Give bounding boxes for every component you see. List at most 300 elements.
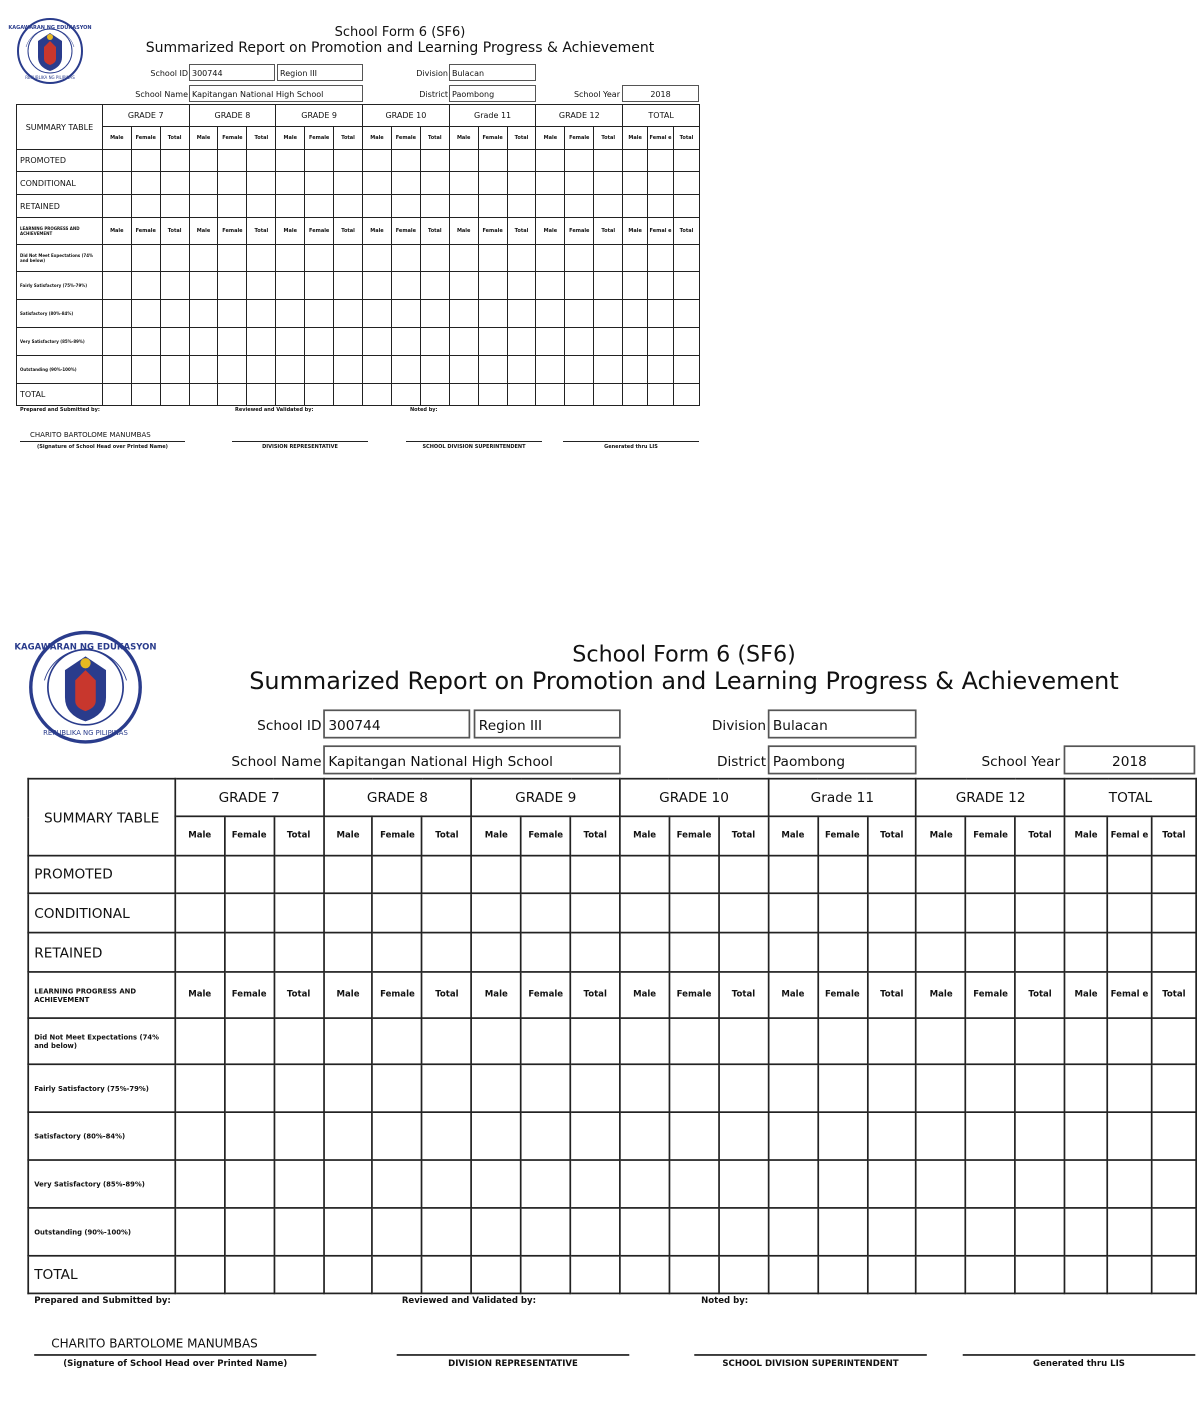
data-cell (521, 1112, 570, 1160)
data-cell (323, 856, 372, 894)
data-cell (536, 356, 565, 384)
data-cell (218, 272, 247, 300)
grade-11-header: Grade 11 (449, 105, 536, 127)
seal-text: KAGAWARAN NG EDUKASYON (14, 642, 157, 653)
data-cell (620, 933, 669, 972)
data-cell (224, 1160, 273, 1208)
data-cell (363, 245, 392, 272)
female-header: Female (565, 218, 594, 245)
data-cell (536, 195, 565, 218)
data-cell (536, 172, 565, 195)
data-cell (669, 933, 718, 972)
data-cell (669, 1064, 718, 1112)
data-cell (565, 328, 594, 356)
male-header: Male (472, 972, 521, 1018)
data-cell (768, 893, 817, 932)
data-cell (102, 172, 131, 195)
data-cell (768, 1160, 817, 1208)
data-cell (247, 272, 276, 300)
female-header: Female (818, 972, 867, 1018)
data-cell (620, 1208, 669, 1256)
row-did-not-meet: Did Not Meet Expectations (74% and below) (17, 245, 103, 272)
data-cell (507, 328, 536, 356)
data-cell (570, 1208, 619, 1256)
data-cell (536, 150, 565, 172)
data-cell (334, 195, 363, 218)
data-cell (966, 893, 1015, 932)
data-cell (1107, 893, 1151, 932)
data-cell (1152, 933, 1196, 972)
data-cell (422, 1018, 471, 1064)
data-cell (1065, 1018, 1108, 1064)
female-header: Female (521, 972, 570, 1018)
signatory-caption: (Signature of School Head over Printed Name) (37, 444, 168, 450)
data-cell (218, 150, 247, 172)
data-cell (102, 245, 131, 272)
data-cell (160, 172, 189, 195)
data-cell (102, 195, 131, 218)
data-cell (420, 384, 449, 406)
data-cell (323, 933, 372, 972)
data-cell (674, 150, 700, 172)
data-cell (1152, 856, 1196, 894)
data-cell (521, 1064, 570, 1112)
data-cell (623, 245, 648, 272)
noted-label: Noted by: (701, 1295, 749, 1307)
female-header: Female (131, 218, 160, 245)
data-cell (669, 893, 718, 932)
data-cell (189, 384, 218, 406)
data-cell (623, 300, 648, 328)
data-cell (818, 1018, 867, 1064)
data-cell (131, 272, 160, 300)
row-very-satisfactory: Very Satisfactory (85%-89%) (17, 328, 103, 356)
data-cell (247, 245, 276, 272)
data-cell (1107, 1208, 1151, 1256)
data-cell (422, 1112, 471, 1160)
total-subheader: Total (570, 816, 619, 855)
grade-9-header: GRADE 9 (276, 105, 363, 127)
data-cell (916, 933, 965, 972)
female-header: Femal e (648, 127, 674, 150)
data-cell (422, 1160, 471, 1208)
data-cell (674, 195, 700, 218)
female-header: Female (305, 127, 334, 150)
total-subheader: Total (274, 972, 323, 1018)
data-cell (1107, 933, 1151, 972)
total-subheader: Total (1152, 816, 1196, 855)
total-header: TOTAL (623, 105, 700, 127)
row-satisfactory: Satisfactory (80%-84%) (17, 300, 103, 328)
data-cell (594, 272, 623, 300)
row-retained: RETAINED (17, 195, 103, 218)
data-cell (305, 356, 334, 384)
data-cell (160, 195, 189, 218)
data-cell (648, 150, 674, 172)
data-cell (373, 1256, 422, 1294)
data-cell (507, 384, 536, 406)
male-header: Male (323, 972, 372, 1018)
data-cell (648, 300, 674, 328)
data-cell (472, 1208, 521, 1256)
data-cell (218, 384, 247, 406)
data-cell (867, 933, 916, 972)
data-cell (1152, 1018, 1196, 1064)
data-cell (507, 356, 536, 384)
noted-label: Noted by: (410, 407, 438, 413)
data-cell (391, 150, 420, 172)
data-cell (305, 384, 334, 406)
data-cell (224, 893, 273, 932)
total-subheader: Total (674, 218, 700, 245)
summary-table-label: SUMMARY TABLE (28, 779, 175, 856)
data-cell (373, 1018, 422, 1064)
data-cell (966, 1256, 1015, 1294)
female-header: Femal e (1107, 972, 1151, 1018)
male-header: Male (768, 816, 817, 855)
data-cell (1015, 893, 1064, 932)
row-very-satisfactory: Very Satisfactory (85%-89%) (28, 1160, 175, 1208)
data-cell (620, 893, 669, 932)
data-cell (422, 1064, 471, 1112)
data-cell (449, 245, 478, 272)
signatory-name: CHARITO BARTOLOME MANUMBAS (30, 431, 151, 439)
data-cell (420, 245, 449, 272)
data-cell (478, 172, 507, 195)
data-cell (594, 245, 623, 272)
data-cell (276, 356, 305, 384)
data-cell (1065, 856, 1108, 894)
data-cell (247, 150, 276, 172)
data-cell (966, 1064, 1015, 1112)
data-cell (247, 195, 276, 218)
data-cell (305, 150, 334, 172)
data-cell (449, 300, 478, 328)
total-subheader: Total (420, 127, 449, 150)
data-cell (916, 856, 965, 894)
data-cell (719, 893, 768, 932)
summary-table (27, 778, 1197, 1294)
data-cell (818, 893, 867, 932)
data-cell (175, 1018, 224, 1064)
district-label: District (716, 753, 767, 770)
data-cell (623, 272, 648, 300)
data-cell (274, 893, 323, 932)
grade-11-header: Grade 11 (768, 779, 916, 817)
data-cell (478, 150, 507, 172)
data-cell (478, 245, 507, 272)
total-subheader: Total (1015, 816, 1064, 855)
data-cell (420, 272, 449, 300)
male-header: Male (449, 127, 478, 150)
division-rep-caption: DIVISION REPRESENTATIVE (262, 444, 338, 450)
data-cell (363, 272, 392, 300)
grade-8-header: GRADE 8 (323, 779, 471, 817)
data-cell (373, 933, 422, 972)
reviewed-label: Reviewed and Validated by: (401, 1295, 537, 1307)
grade-7-header: GRADE 7 (102, 105, 189, 127)
data-cell (916, 1112, 965, 1160)
total-subheader: Total (334, 218, 363, 245)
data-cell (323, 1018, 372, 1064)
data-cell (521, 1208, 570, 1256)
data-cell (102, 328, 131, 356)
school-year-field: 2018 (622, 85, 699, 102)
total-subheader: Total (594, 127, 623, 150)
data-cell (648, 195, 674, 218)
data-cell (189, 172, 218, 195)
data-cell (719, 1018, 768, 1064)
data-cell (478, 272, 507, 300)
data-cell (189, 245, 218, 272)
data-cell (768, 856, 817, 894)
male-header: Male (472, 816, 521, 855)
male-header: Male (623, 218, 648, 245)
data-cell (719, 1256, 768, 1294)
total-subheader: Total (674, 127, 700, 150)
signature-line (397, 1354, 630, 1356)
data-cell (565, 384, 594, 406)
data-cell (507, 300, 536, 328)
school-id-field: 300744 (189, 64, 275, 81)
data-cell (507, 195, 536, 218)
signature-line (232, 441, 368, 442)
data-cell (1015, 1256, 1064, 1294)
data-cell (818, 933, 867, 972)
data-cell (363, 150, 392, 172)
data-cell (247, 300, 276, 328)
male-header: Male (449, 218, 478, 245)
data-cell (189, 356, 218, 384)
total-subheader: Total (422, 816, 471, 855)
school-year-field: 2018 (1064, 745, 1196, 774)
total-subheader: Total (420, 218, 449, 245)
data-cell (1065, 933, 1108, 972)
total-subheader: Total (247, 127, 276, 150)
data-cell (674, 384, 700, 406)
data-cell (305, 300, 334, 328)
data-cell (131, 384, 160, 406)
data-cell (674, 356, 700, 384)
generated-caption: Generated thru LIS (1033, 1359, 1125, 1370)
data-cell (966, 1208, 1015, 1256)
data-cell (536, 245, 565, 272)
superintendent-caption: SCHOOL DIVISION SUPERINTENDENT (722, 1359, 899, 1370)
school-year-label: School Year (573, 90, 620, 99)
row-promoted: PROMOTED (17, 150, 103, 172)
data-cell (102, 272, 131, 300)
male-header: Male (102, 127, 131, 150)
data-cell (916, 1064, 965, 1112)
data-cell (966, 933, 1015, 972)
female-header: Female (131, 127, 160, 150)
school-name-label: School Name (231, 753, 322, 770)
grade-9-header: GRADE 9 (472, 779, 620, 817)
division-field: Bulacan (768, 709, 917, 738)
data-cell (719, 1112, 768, 1160)
data-cell (620, 856, 669, 894)
data-cell (507, 150, 536, 172)
male-header: Male (768, 972, 817, 1018)
data-cell (674, 300, 700, 328)
data-cell (478, 356, 507, 384)
data-cell (189, 195, 218, 218)
lpa-header: LEARNING PROGRESS AND ACHIEVEMENT (17, 218, 103, 245)
deped-seal-icon (8, 17, 92, 85)
male-header: Male (189, 218, 218, 245)
signatory-name: CHARITO BARTOLOME MANUMBAS (51, 1337, 258, 1351)
data-cell (276, 272, 305, 300)
data-cell (363, 300, 392, 328)
female-header: Female (305, 218, 334, 245)
data-cell (648, 384, 674, 406)
data-cell (478, 384, 507, 406)
data-cell (449, 328, 478, 356)
data-cell (478, 300, 507, 328)
data-cell (768, 1112, 817, 1160)
data-cell (818, 1256, 867, 1294)
data-cell (570, 1018, 619, 1064)
total-subheader: Total (570, 972, 619, 1018)
data-cell (305, 172, 334, 195)
signatory-caption: (Signature of School Head over Printed Name) (63, 1359, 288, 1370)
data-cell (1015, 933, 1064, 972)
data-cell (334, 172, 363, 195)
data-cell (472, 933, 521, 972)
data-cell (521, 933, 570, 972)
superintendent-caption: SCHOOL DIVISION SUPERINTENDENT (422, 444, 526, 450)
data-cell (507, 245, 536, 272)
female-header: Femal e (1107, 816, 1151, 855)
data-cell (189, 150, 218, 172)
data-cell (247, 356, 276, 384)
data-cell (623, 328, 648, 356)
data-cell (276, 384, 305, 406)
data-cell (102, 300, 131, 328)
data-cell (594, 150, 623, 172)
data-cell (276, 328, 305, 356)
data-cell (1065, 1064, 1108, 1112)
data-cell (175, 893, 224, 932)
data-cell (218, 195, 247, 218)
data-cell (224, 933, 273, 972)
data-cell (867, 1064, 916, 1112)
male-header: Male (175, 972, 224, 1018)
data-cell (648, 356, 674, 384)
data-cell (160, 328, 189, 356)
signature-line (34, 1354, 316, 1356)
lpa-header: LEARNING PROGRESS AND ACHIEVEMENT (28, 972, 175, 1018)
total-subheader: Total (719, 816, 768, 855)
data-cell (420, 328, 449, 356)
data-cell (478, 195, 507, 218)
data-cell (276, 172, 305, 195)
division-rep-caption: DIVISION REPRESENTATIVE (448, 1359, 578, 1370)
data-cell (247, 172, 276, 195)
data-cell (160, 384, 189, 406)
total-subheader: Total (594, 218, 623, 245)
data-cell (422, 933, 471, 972)
male-header: Male (623, 127, 648, 150)
data-cell (669, 1112, 718, 1160)
data-cell (669, 1208, 718, 1256)
data-cell (867, 1256, 916, 1294)
data-cell (1107, 1160, 1151, 1208)
school-name-label: School Name (135, 90, 188, 99)
data-cell (818, 1064, 867, 1112)
data-cell (131, 150, 160, 172)
reviewed-label: Reviewed and Validated by: (235, 407, 314, 413)
data-cell (189, 328, 218, 356)
district-label: District (419, 90, 448, 99)
data-cell (274, 1018, 323, 1064)
data-cell (669, 1160, 718, 1208)
data-cell (276, 300, 305, 328)
data-cell (1107, 1112, 1151, 1160)
data-cell (274, 856, 323, 894)
division-label: Division (711, 717, 767, 734)
row-fairly-satisfactory: Fairly Satisfactory (75%-79%) (28, 1064, 175, 1112)
grade-7-header: GRADE 7 (175, 779, 323, 817)
total-subheader: Total (160, 218, 189, 245)
page-view-full (0, 0, 768, 470)
total-subheader: Total (1152, 972, 1196, 1018)
data-cell (323, 1160, 372, 1208)
row-outstanding: Outstanding (90%-100%) (28, 1208, 175, 1256)
school-year-label: School Year (981, 753, 1061, 770)
data-cell (224, 1256, 273, 1294)
data-cell (274, 933, 323, 972)
data-cell (674, 272, 700, 300)
district-field: Paombong (768, 745, 917, 774)
data-cell (594, 384, 623, 406)
data-cell (669, 1018, 718, 1064)
data-cell (276, 245, 305, 272)
data-cell (422, 893, 471, 932)
signature-line (406, 441, 542, 442)
data-cell (160, 300, 189, 328)
data-cell (218, 172, 247, 195)
female-header: Female (669, 816, 718, 855)
data-cell (160, 356, 189, 384)
data-cell (323, 893, 372, 932)
data-cell (102, 356, 131, 384)
female-header: Female (391, 218, 420, 245)
data-cell (218, 300, 247, 328)
data-cell (334, 150, 363, 172)
data-cell (867, 893, 916, 932)
data-cell (472, 1256, 521, 1294)
data-cell (160, 150, 189, 172)
prepared-label: Prepared and Submitted by: (20, 407, 100, 413)
data-cell (323, 1256, 372, 1294)
data-cell (373, 893, 422, 932)
male-header: Male (1065, 816, 1108, 855)
data-cell (594, 300, 623, 328)
data-cell (594, 328, 623, 356)
male-header: Male (916, 972, 965, 1018)
school-id-field: 300744 (323, 709, 470, 738)
male-header: Male (189, 127, 218, 150)
data-cell (449, 195, 478, 218)
data-cell (623, 172, 648, 195)
data-cell (674, 172, 700, 195)
row-fairly-satisfactory: Fairly Satisfactory (75%-79%) (17, 272, 103, 300)
data-cell (420, 150, 449, 172)
data-cell (1015, 1064, 1064, 1112)
data-cell (1107, 1018, 1151, 1064)
female-header: Female (966, 972, 1015, 1018)
